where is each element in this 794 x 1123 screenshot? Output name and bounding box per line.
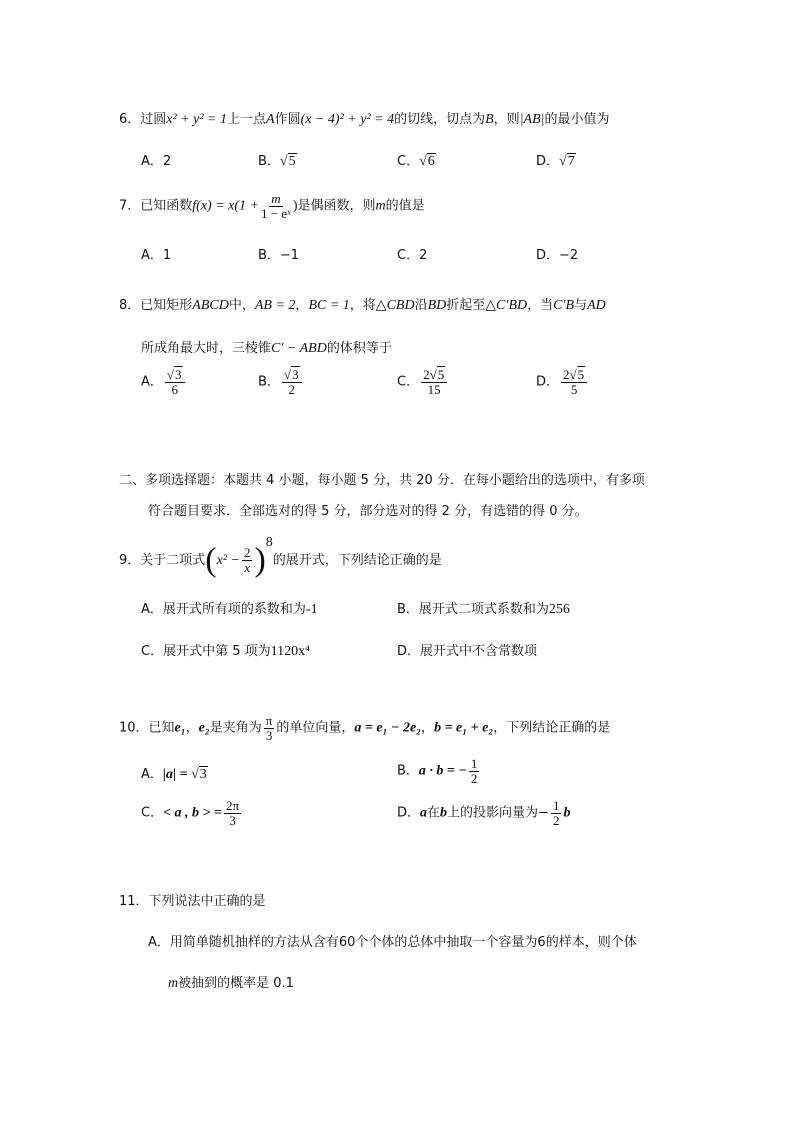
question-11-option-a-line1: A．用简单随机抽样的方法从含有60个个体的总体中抽取一个容量为6的样本，则个体	[148, 935, 637, 950]
question-8-option-a: A． $\frac{√3}{6}$	[141, 368, 187, 396]
question-11-stem: 11．下列说法中正确的是	[119, 894, 266, 909]
circle-2-equation: (x − 4)² + y² = 4	[300, 112, 395, 127]
question-10-option-c: C．< a , b > = $\frac{2\pi}{3}$	[141, 798, 240, 828]
question-7-option-b: B．−1	[258, 248, 300, 263]
question-10-option-b: B．a · b = − $\frac{1}{2}$	[397, 756, 478, 786]
question-7-option-a: A．1	[141, 248, 172, 263]
question-6-stem: 6．过圆x² + y² = 1上一点A作圆(x − 4)² + y² = 4的切线，切点为B，则|AB|的最小值为	[119, 112, 610, 127]
question-6-option-c: C．√6	[397, 154, 435, 169]
section-2-heading-line1: 二、多项选择题：本题共 4 小题，每小题 5 分，共 20 分．在每小题给出的选项中，有多项	[119, 473, 645, 488]
function-definition: f(x) = x(1 +	[192, 198, 259, 214]
question-8-option-b: B． $\frac{√3}{2}$	[258, 368, 304, 396]
question-7-option-d: D．−2	[536, 248, 579, 263]
section-2-heading-line2: 符合题目要求．全部选对的得 5 分，部分选对的得 2 分，有选错的得 0 分。	[148, 504, 588, 519]
question-6-option-d: D．√7	[536, 154, 575, 169]
question-9-option-a: A．展开式所有项的系数和为-1	[141, 602, 318, 617]
circle-1-equation: x² + y² = 1	[166, 112, 227, 127]
question-10-option-d: D．a在b上的投影向量为− $\frac{1}{2}$ b	[397, 798, 571, 828]
question-7-option-c: C．2	[397, 248, 428, 263]
question-9-option-d: D．展开式中不含常数项	[397, 644, 538, 659]
question-9-option-b: B．展开式二项式系数和为256	[397, 602, 570, 617]
question-8-stem-line2: 所成角最大时，三棱锥C′ − ABD的体积等于	[141, 341, 392, 356]
question-11-option-a-line2: m被抽到的概率是 0.1	[168, 976, 294, 991]
question-7-stem: 7．已知函数f(x) = x(1 + $\frac{m}{\text{1 − eˣ}}$ )是偶函数，则m的值是	[119, 191, 425, 221]
question-10-stem: 10．已知e₁，e₂是夹角为 $\frac{\pi}{3}$ 的单位向量，a = e₁ − 2e₂，b = e₁ + e₂，下列结论正确的是	[119, 713, 611, 743]
question-9-stem: 9．关于二项式(x² − $\frac{2}{x}$ )$^8$的展开式，下列结论正确的是	[119, 535, 442, 579]
question-9-option-c: C．展开式中第 5 项为1120x⁴	[141, 644, 310, 659]
fraction-m-over-1-minus-ex: $\frac{m}{\text{1 − eˣ}}$	[260, 191, 291, 221]
question-8-option-c: C． $\frac{2√5}{15}$	[397, 368, 449, 396]
question-8-option-d: D． $\frac{2√5}{5}$	[536, 368, 589, 396]
question-6-option-a: A．2	[141, 154, 172, 169]
question-6-option-b: B．√5	[258, 154, 296, 169]
question-8-stem-line1: 8．已知矩形ABCD中，AB = 2，BC = 1，将△CBD沿BD折起至△C′BD，当C′B与AD	[119, 298, 606, 313]
question-10-option-a: A．|a| = √3	[141, 767, 207, 782]
